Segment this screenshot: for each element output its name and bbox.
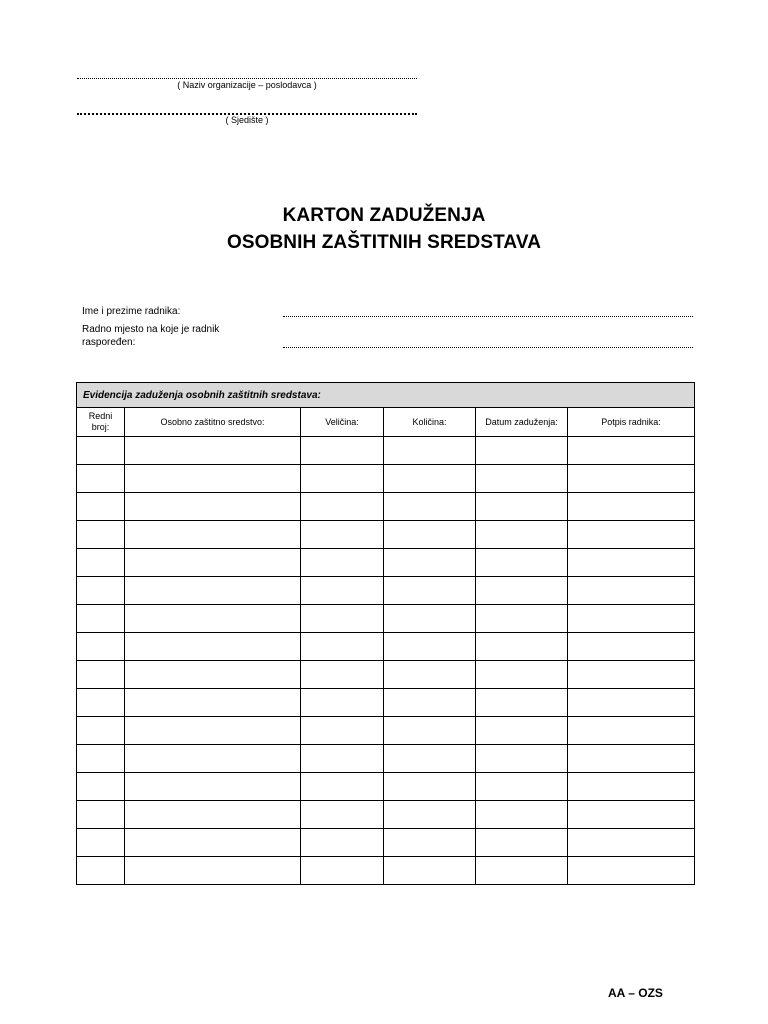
item-cell[interactable] xyxy=(125,605,301,633)
size-cell[interactable] xyxy=(301,577,384,605)
size-cell[interactable] xyxy=(301,437,384,465)
date-cell[interactable] xyxy=(476,549,568,577)
column-header-date: Datum zaduženja: xyxy=(476,408,568,437)
worker-name-field[interactable] xyxy=(283,316,693,317)
size-cell[interactable] xyxy=(301,493,384,521)
date-cell[interactable] xyxy=(476,633,568,661)
quantity-cell[interactable] xyxy=(384,661,476,689)
table-row xyxy=(77,801,695,829)
date-cell[interactable] xyxy=(476,857,568,885)
quantity-cell[interactable] xyxy=(384,745,476,773)
date-cell[interactable] xyxy=(476,521,568,549)
quantity-cell[interactable] xyxy=(384,521,476,549)
table-row xyxy=(77,857,695,885)
date-cell[interactable] xyxy=(476,493,568,521)
quantity-cell[interactable] xyxy=(384,829,476,857)
date-cell[interactable] xyxy=(476,661,568,689)
table-heading-row xyxy=(77,383,695,408)
signature-cell[interactable] xyxy=(568,437,695,465)
item-cell[interactable] xyxy=(125,521,301,549)
date-cell[interactable] xyxy=(476,605,568,633)
form-title-line-2: OSOBNIH ZAŠTITNIH SREDSTAVA xyxy=(226,232,542,253)
size-cell[interactable] xyxy=(301,857,384,885)
seat-caption: ( Sjedište ) xyxy=(225,115,269,125)
date-cell[interactable] xyxy=(476,773,568,801)
quantity-cell[interactable] xyxy=(384,493,476,521)
table-row xyxy=(77,465,695,493)
column-header-number: Redni broj: xyxy=(77,408,125,437)
size-cell[interactable] xyxy=(301,465,384,493)
signature-cell[interactable] xyxy=(568,801,695,829)
number-cell[interactable] xyxy=(77,465,125,493)
date-cell[interactable] xyxy=(476,577,568,605)
item-cell[interactable] xyxy=(125,801,301,829)
workplace-label-line-2: raspoređen: xyxy=(82,337,136,348)
table-row xyxy=(77,605,695,633)
number-cell[interactable] xyxy=(77,437,125,465)
date-cell[interactable] xyxy=(476,801,568,829)
signature-cell[interactable] xyxy=(568,661,695,689)
item-cell[interactable] xyxy=(125,493,301,521)
table-row xyxy=(77,745,695,773)
size-cell[interactable] xyxy=(301,549,384,577)
size-cell[interactable] xyxy=(301,773,384,801)
table-row xyxy=(77,577,695,605)
item-cell[interactable] xyxy=(125,661,301,689)
item-cell[interactable] xyxy=(125,773,301,801)
item-cell[interactable] xyxy=(125,689,301,717)
size-cell[interactable] xyxy=(301,829,384,857)
signature-cell[interactable] xyxy=(568,857,695,885)
table-row xyxy=(77,829,695,857)
item-cell[interactable] xyxy=(125,717,301,745)
quantity-cell[interactable] xyxy=(384,437,476,465)
number-cell[interactable] xyxy=(77,661,125,689)
quantity-cell[interactable] xyxy=(384,549,476,577)
item-cell[interactable] xyxy=(125,549,301,577)
ppe-assignment-table xyxy=(76,382,695,885)
signature-cell[interactable] xyxy=(568,773,695,801)
item-cell[interactable] xyxy=(125,857,301,885)
table-row xyxy=(77,521,695,549)
number-cell[interactable] xyxy=(77,577,125,605)
number-cell[interactable] xyxy=(77,745,125,773)
number-cell[interactable] xyxy=(77,801,125,829)
quantity-cell[interactable] xyxy=(384,633,476,661)
size-cell[interactable] xyxy=(301,521,384,549)
size-cell[interactable] xyxy=(301,717,384,745)
table-row xyxy=(77,689,695,717)
item-cell[interactable] xyxy=(125,437,301,465)
number-cell[interactable] xyxy=(77,521,125,549)
date-cell[interactable] xyxy=(476,745,568,773)
signature-cell[interactable] xyxy=(568,745,695,773)
workplace-field[interactable] xyxy=(283,347,693,348)
date-cell[interactable] xyxy=(476,689,568,717)
size-cell[interactable] xyxy=(301,661,384,689)
item-cell[interactable] xyxy=(125,745,301,773)
column-header-item: Osobno zaštitno sredstvo: xyxy=(125,408,301,437)
number-cell[interactable] xyxy=(77,857,125,885)
signature-cell[interactable] xyxy=(568,605,695,633)
date-cell[interactable] xyxy=(476,717,568,745)
signature-cell[interactable] xyxy=(568,829,695,857)
column-header-signature: Potpis radnika: xyxy=(568,408,695,437)
column-header-size: Veličina: xyxy=(301,408,384,437)
number-cell[interactable] xyxy=(77,717,125,745)
number-cell[interactable] xyxy=(77,773,125,801)
table-body xyxy=(77,437,695,885)
number-cell[interactable] xyxy=(77,493,125,521)
form-title-line-1: KARTON ZADUŽENJA xyxy=(282,205,486,226)
signature-cell[interactable] xyxy=(568,549,695,577)
number-cell[interactable] xyxy=(77,689,125,717)
organization-name-caption: ( Naziv organizacije – poslodavca ) xyxy=(177,80,317,90)
quantity-cell[interactable] xyxy=(384,465,476,493)
quantity-cell[interactable] xyxy=(384,717,476,745)
signature-cell[interactable] xyxy=(568,465,695,493)
worker-name-label: Ime i prezime radnika: xyxy=(82,306,181,317)
number-cell[interactable] xyxy=(77,829,125,857)
number-cell[interactable] xyxy=(77,633,125,661)
size-cell[interactable] xyxy=(301,801,384,829)
date-cell[interactable] xyxy=(476,829,568,857)
signature-cell[interactable] xyxy=(568,689,695,717)
date-cell[interactable] xyxy=(476,465,568,493)
quantity-cell[interactable] xyxy=(384,857,476,885)
quantity-cell[interactable] xyxy=(384,577,476,605)
item-cell[interactable] xyxy=(125,633,301,661)
signature-cell[interactable] xyxy=(568,577,695,605)
column-header-quantity: Količina: xyxy=(384,408,476,437)
signature-cell[interactable] xyxy=(568,493,695,521)
table-row xyxy=(77,437,695,465)
item-cell[interactable] xyxy=(125,465,301,493)
signature-cell[interactable] xyxy=(568,633,695,661)
size-cell[interactable] xyxy=(301,689,384,717)
size-cell[interactable] xyxy=(301,605,384,633)
size-cell[interactable] xyxy=(301,745,384,773)
form-code: AA – OZS xyxy=(608,986,663,1000)
quantity-cell[interactable] xyxy=(384,773,476,801)
number-cell[interactable] xyxy=(77,549,125,577)
size-cell[interactable] xyxy=(301,633,384,661)
organization-name-line[interactable] xyxy=(77,78,417,79)
table-row xyxy=(77,773,695,801)
table-column-header-row xyxy=(77,408,695,437)
table-row xyxy=(77,633,695,661)
quantity-cell[interactable] xyxy=(384,801,476,829)
date-cell[interactable] xyxy=(476,437,568,465)
number-cell[interactable] xyxy=(77,605,125,633)
quantity-cell[interactable] xyxy=(384,689,476,717)
workplace-label-line-1: Radno mjesto na koje je radnik xyxy=(82,324,220,335)
table-heading: Evidencija zaduženja osobnih zaštitnih sredstava: xyxy=(77,383,695,408)
table-row xyxy=(77,717,695,745)
table-row xyxy=(77,493,695,521)
item-cell[interactable] xyxy=(125,829,301,857)
table-row xyxy=(77,549,695,577)
item-cell[interactable] xyxy=(125,577,301,605)
signature-cell[interactable] xyxy=(568,717,695,745)
quantity-cell[interactable] xyxy=(384,605,476,633)
table-row xyxy=(77,661,695,689)
signature-cell[interactable] xyxy=(568,521,695,549)
